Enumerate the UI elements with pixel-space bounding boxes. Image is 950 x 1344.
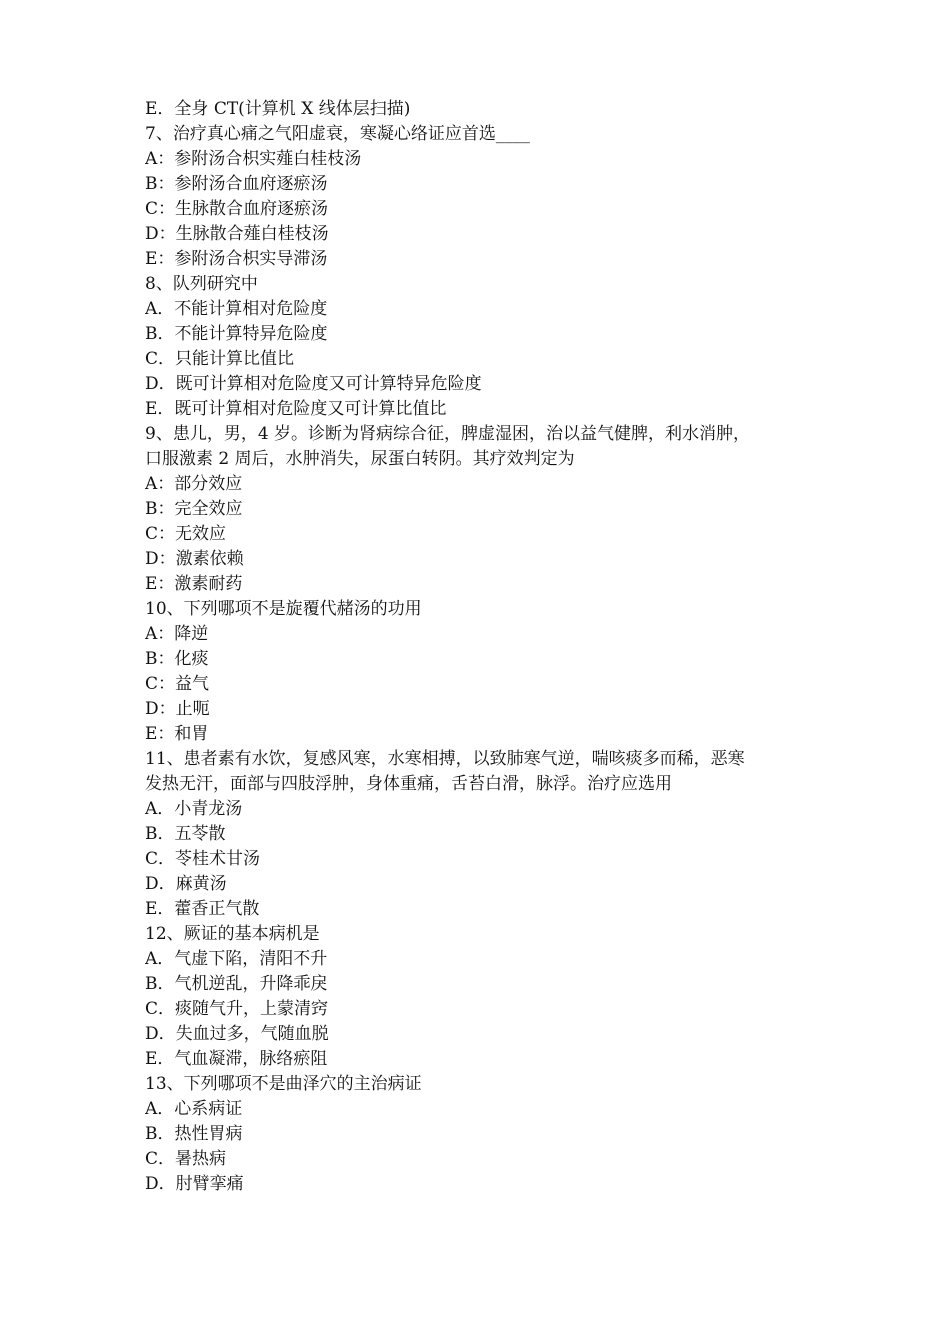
option-line: A．不能计算相对危险度: [145, 299, 328, 319]
option-line: D：激素依赖: [145, 549, 244, 569]
question-line: 10、下列哪项不是旋覆代赭汤的功用: [145, 599, 422, 619]
question-line-continued: 口服激素 2 周后，水肿消失，尿蛋白转阴。其疗效判定为: [145, 449, 575, 469]
option-line: E．气血凝滞，脉络瘀阻: [145, 1049, 328, 1069]
option-line: D．麻黄汤: [145, 874, 227, 894]
option-line: B．热性胃病: [145, 1124, 243, 1144]
option-line: E：激素耐药: [145, 574, 243, 594]
option-line: A．气虚下陷，清阳不升: [145, 949, 328, 969]
option-line: B：参附汤合血府逐瘀汤: [145, 174, 328, 194]
question-line: 7、治疗真心痛之气阳虚衰，寒凝心络证应首选____: [145, 124, 530, 144]
option-line: E．全身 CT(计算机 X 线体层扫描): [145, 99, 411, 119]
option-line: C．只能计算比值比: [145, 349, 295, 369]
option-line: E：和胃: [145, 724, 209, 744]
option-line: A．心系病证: [145, 1099, 243, 1119]
option-line: B．气机逆乱，升降乖戾: [145, 974, 328, 994]
question-line: 13、下列哪项不是曲泽穴的主治病证: [145, 1074, 422, 1094]
option-line: C．暑热病: [145, 1149, 227, 1169]
option-line: B．五苓散: [145, 824, 226, 844]
option-line: B：化痰: [145, 649, 209, 669]
question-line-continued: 发热无汗，面部与四肢浮肿，身体重痛，舌苔白滑，脉浮。治疗应选用: [145, 774, 672, 794]
option-line: A：参附汤合枳实薤白桂枝汤: [145, 149, 362, 169]
option-line: C：无效应: [145, 524, 227, 544]
option-line: E：参附汤合枳实导滞汤: [145, 249, 328, 269]
option-line: D．既可计算相对危险度又可计算特异危险度: [145, 374, 482, 394]
question-line: 12、厥证的基本病机是: [145, 924, 320, 944]
option-line: C．痰随气升，上蒙清窍: [145, 999, 329, 1019]
option-line: E．藿香正气散: [145, 899, 260, 919]
option-line: A：降逆: [145, 624, 209, 644]
option-line: B：完全效应: [145, 499, 243, 519]
option-line: D．肘臂挛痛: [145, 1174, 244, 1194]
option-line: E．既可计算相对危险度又可计算比值比: [145, 399, 447, 419]
option-line: D：生脉散合薤白桂枝汤: [145, 224, 329, 244]
option-line: D：止呃: [145, 699, 210, 719]
option-line: C：生脉散合血府逐瘀汤: [145, 199, 329, 219]
option-line: A：部分效应: [145, 474, 243, 494]
option-line: B．不能计算特异危险度: [145, 324, 328, 344]
question-line: 9、患儿，男，4 岁。诊断为肾病综合征，脾虚湿困，治以益气健脾，利水消肿，: [145, 424, 751, 444]
option-line: D．失血过多，气随血脱: [145, 1024, 329, 1044]
question-line: 11、患者素有水饮，复感风寒，水寒相搏，以致肺寒气逆，喘咳痰多而稀，恶寒: [145, 749, 745, 769]
document-body: [145, 97, 815, 1197]
option-line: C：益气: [145, 674, 210, 694]
option-line: C．苓桂术甘汤: [145, 849, 261, 869]
option-line: A．小青龙汤: [145, 799, 243, 819]
question-line: 8、队列研究中: [145, 274, 258, 294]
